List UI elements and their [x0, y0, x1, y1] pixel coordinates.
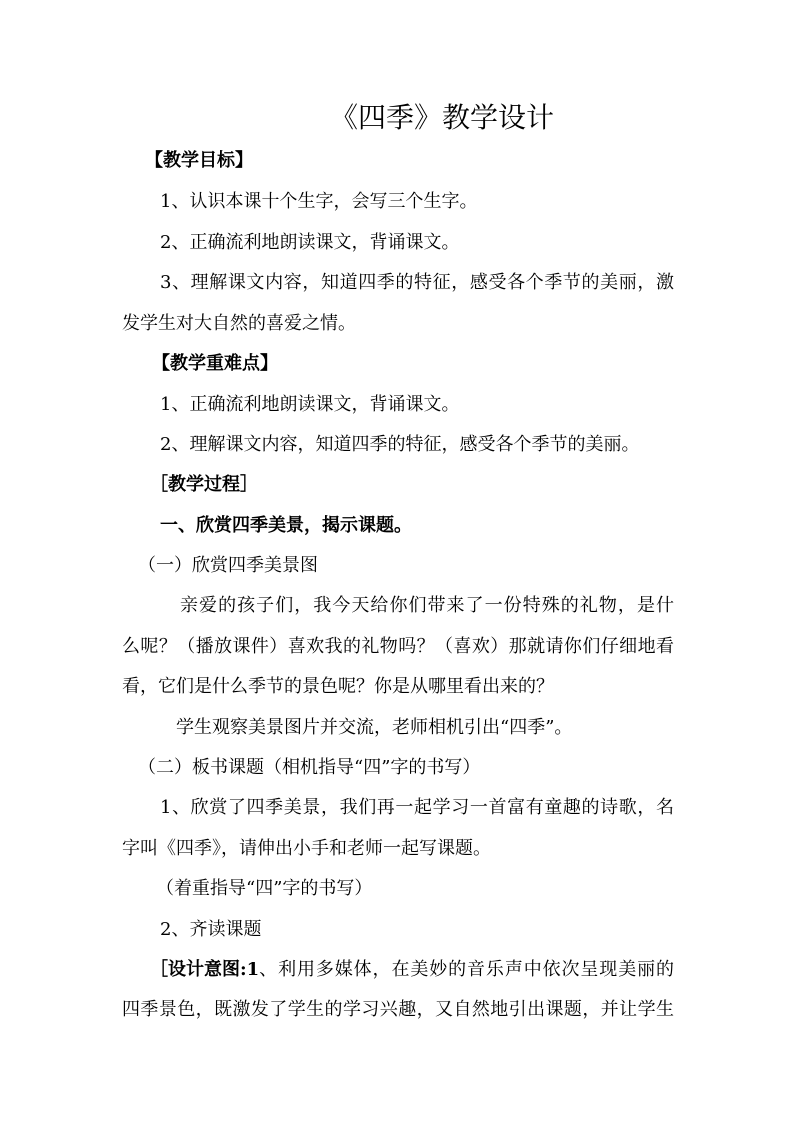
paragraph-4: （着重指导“四”字的书写）	[156, 878, 373, 899]
goal-3-line-2: 发学生对大自然的喜爱之情。	[122, 313, 356, 334]
paragraph-1-line-1: 亲爱的孩子们，我今天给你们带来了一份特殊的礼物，是什	[180, 595, 674, 616]
paragraph-3-line-2: 字叫《四季》，请伸出小手和老师一起写课题。	[122, 838, 491, 859]
design-intent-text-1: 、利用多媒体，在美妙的音乐声中依次呈现美丽的	[259, 959, 674, 980]
key-point-2: 2、理解课文内容，知道四季的特征，感受各个季节的美丽。	[160, 434, 640, 455]
design-intent-label: ［设计意图:1	[150, 959, 260, 980]
goal-2: 2、正确流利地朗读课文，背诵课文。	[160, 232, 460, 253]
key-point-1: 1、正确流利地朗读课文，背诵课文。	[160, 394, 460, 415]
goal-3-line-1: 3、理解课文内容，知道四季的特征，感受各个季节的美丽，激	[160, 272, 674, 293]
document-title: 《四季》教学设计	[329, 101, 554, 134]
design-intent-line-2: 四季景色，既激发了学生的学习兴趣，又自然地引出课题，并让学生	[122, 999, 674, 1020]
subsection-2-heading: （二）板书课题（相机指导“四”字的书写）	[138, 757, 481, 778]
heading-process: ［教学过程］	[150, 474, 258, 495]
goal-1: 1、认识本课十个生字，会写三个生字。	[160, 191, 478, 212]
paragraph-5: 2、齐读课题	[160, 919, 262, 940]
design-intent-line-1	[150, 958, 674, 982]
subsection-1-heading: （一）欣赏四季美景图	[138, 555, 318, 576]
section-1-heading: 一、欣赏四季美景，揭示课题。	[160, 515, 412, 536]
paragraph-3-line-1: 1、欣赏了四季美景，我们再一起学习一首富有童趣的诗歌，名	[160, 797, 674, 818]
heading-goals: 【教学目标】	[145, 150, 253, 171]
paragraph-2: 学生观察美景图片并交流，老师相机引出“四季”。	[176, 717, 573, 738]
paragraph-1-line-2: 么呢？（播放课件）喜欢我的礼物吗？（喜欢）那就请你们仔细地看	[122, 636, 674, 657]
heading-key-points: 【教学重难点】	[152, 353, 278, 374]
paragraph-1-line-3: 看，它们是什么季节的景色呢？你是从哪里看出来的？	[122, 676, 554, 697]
